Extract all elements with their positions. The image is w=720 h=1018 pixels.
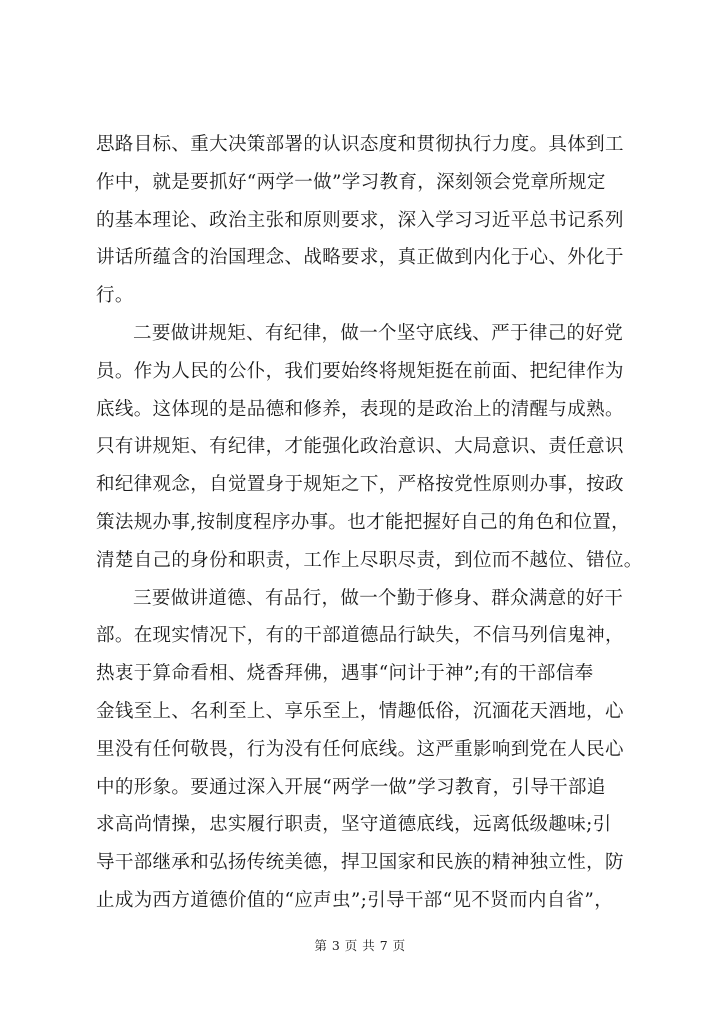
- text-line: 止成为西方道德价值的“应声虫”;引导干部“见不贤而内自省”，: [96, 889, 614, 911]
- text-line: 部。在现实情况下，有的干部道德品行缺失，不信马列信鬼神，: [96, 625, 624, 647]
- body-text: [96, 126, 656, 920]
- text-line: 策法规办事,按制度程序办事。也才能把握好自己的角色和位置，: [96, 511, 631, 533]
- text-line: 作中，就是要抓好“两学一做”学习教育，深刻领会党章所规定: [96, 171, 606, 193]
- text-line: 只有讲规矩、有纪律，才能强化政治意识、大局意识、责任意识: [96, 436, 624, 458]
- text-line: 金钱至上、名利至上、享乐至上，情趣低俗，沉湎花天酒地，心: [96, 700, 624, 722]
- text-line: 清楚自己的身份和职责，工作上尽职尽责，到位而不越位、错位。: [96, 549, 643, 571]
- text-line: 员。作为人民的公仆，我们要始终将规矩挺在前面、把纪律作为: [96, 360, 624, 382]
- text-line: 底线。这体现的是品德和修养，表现的是政治上的清醒与成熟。: [96, 398, 624, 420]
- text-line: 热衷于算命看相、烧香拜佛，遇事“问计于神”;有的干部信奉: [96, 663, 594, 685]
- text-line: 求高尚情操，忠实履行职责，坚守道德底线，远离低级趣味;引: [96, 814, 612, 836]
- paragraph-3-first-line: 三要做讲道德、有品行，做一个勤于修身、群众满意的好干: [133, 587, 624, 609]
- text-line: 讲话所蕴含的治国理念、战略要求，真正做到内化于心、外化于: [96, 247, 624, 269]
- text-line: 中的形象。要通过深入开展“两学一做”学习教育，引导干部追: [96, 776, 606, 798]
- text-line: 导干部继承和弘扬传统美德，捍卫国家和民族的精神独立性，防: [96, 852, 624, 874]
- text-line: 里没有任何敬畏，行为没有任何底线。这严重影响到党在人民心: [96, 738, 624, 760]
- text-line: 和纪律观念，自觉置身于规矩之下，严格按党性原则办事，按政: [96, 474, 624, 496]
- text-line: 思路目标、重大决策部署的认识态度和贯彻执行力度。具体到工: [96, 134, 624, 155]
- text-line: 行。: [96, 285, 134, 307]
- text-line: 的基本理论、政治主张和原则要求，深入学习习近平总书记系列: [96, 209, 624, 231]
- paragraph-2-first-line: 二要做讲规矩、有纪律，做一个坚守底线、严于律己的好党: [133, 322, 624, 344]
- page-number-footer: 第 3 页 共 7 页: [314, 938, 406, 953]
